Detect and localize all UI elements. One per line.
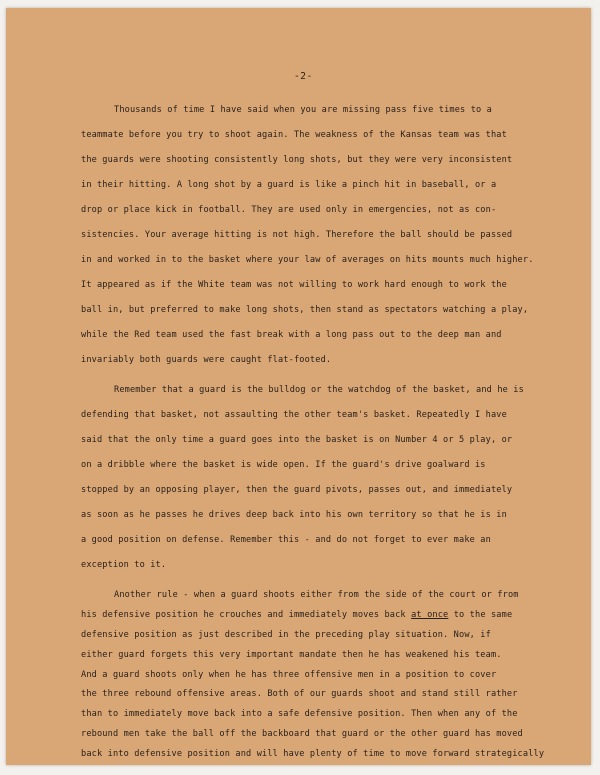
text-line: ball in, but preferred to make long shots, then stand as spectators watching a play,	[81, 305, 529, 315]
text-line: said that the only time a guard goes into the basket is on Number 4 or 5 play, or	[81, 435, 513, 445]
text-line: in and worked in to the basket where your law of averages on hits mounts much higher.	[81, 255, 534, 265]
page-number: -2-	[294, 71, 313, 82]
text-segment: his defensive position he crouches and immediately moves back	[81, 610, 406, 620]
text-line: Remember that a guard is the bulldog or the watchdog of the basket, and he is	[114, 385, 524, 395]
text-line: than to immediately move back into a safe defensive position. Then when any of the	[81, 709, 518, 719]
text-line: invariably both guards were caught flat-footed.	[81, 355, 332, 365]
text-line: defensive position as just described in the preceding play situation. Now, if	[81, 630, 491, 640]
text-line: a good position on defense. Remember this - and do not forget to ever make an	[81, 535, 491, 545]
text-line: back into defensive position and will have plenty of time to move forward strategically	[81, 749, 545, 759]
text-line: Thousands of time I have said when you are missing pass five times to a	[114, 105, 492, 115]
text-segment: to the same	[453, 610, 513, 620]
underlined-phrase: at once	[411, 610, 449, 620]
text-line: And a guard shoots only when he has three offensive men in a position to cover	[81, 670, 497, 680]
text-line: It appeared as if the White team was not willing to work hard enough to work the	[81, 280, 507, 290]
text-line: the three rebound offensive areas. Both of our guards shoot and stand still rather	[81, 689, 518, 699]
text-line: rebound men take the ball off the backboard that guard or the other guard has moved	[81, 729, 523, 739]
text-line: exception to it.	[81, 560, 167, 570]
text-line: sistencies. Your average hitting is not high. Therefore the ball should be passed	[81, 230, 513, 240]
text-line: the guards were shooting consistently long shots, but they were very inconsistent	[81, 155, 513, 165]
text-line: stopped by an opposing player, then the guard pivots, passes out, and immediately	[81, 485, 513, 495]
typewritten-page	[6, 8, 591, 765]
text-line: in their hitting. A long shot by a guard is like a pinch hit in baseball, or a	[81, 180, 497, 190]
text-line: drop or place kick in football. They are used only in emergencies, not as con-	[81, 205, 497, 215]
text-line: on a dribble where the basket is wide open. If the guard's drive goalward is	[81, 460, 486, 470]
text-line: either guard forgets this very important mandate then he has weakened his team.	[81, 650, 502, 660]
text-line: Another rule - when a guard shoots either from the side of the court or from	[114, 590, 519, 600]
text-line: defending that basket, not assaulting the other team's basket. Repeatedly I have	[81, 410, 507, 420]
text-line: while the Red team used the fast break with a long pass out to the deep man and	[81, 330, 502, 340]
text-line	[81, 609, 512, 621]
text-line: as soon as he passes he drives deep back into his own territory so that he is in	[81, 510, 507, 520]
text-line: teammate before you try to shoot again. The weakness of the Kansas team was that	[81, 130, 507, 140]
